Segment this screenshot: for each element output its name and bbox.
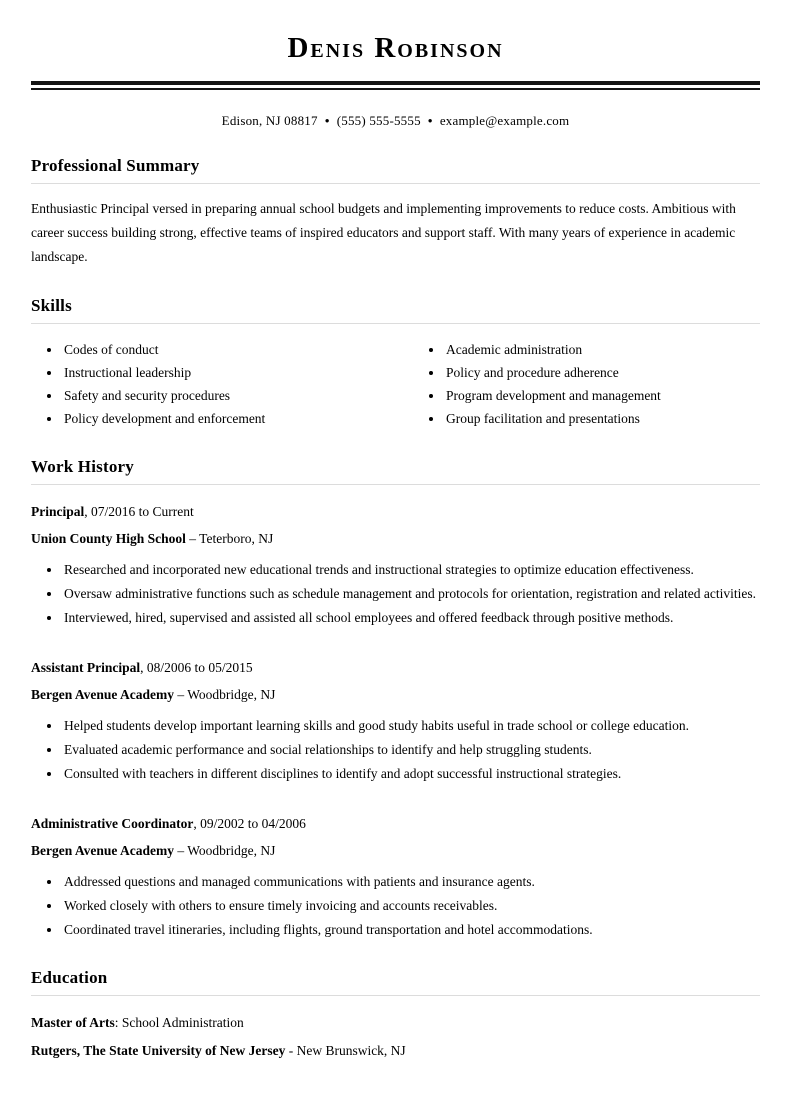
job-company: Bergen Avenue Academy	[31, 843, 174, 858]
job-dates: , 09/2002 to 04/2006	[193, 816, 306, 831]
job-bullet: • Oversaw administrative functions such as schedule management and protocols for orientation, registration and related activities.	[62, 583, 760, 605]
skill-item: • Program development and management	[444, 384, 760, 407]
job-dates: , 08/2006 to 05/2015	[140, 660, 253, 675]
job-title: Administrative Coordinator	[31, 816, 194, 831]
skill-item: • Academic administration	[444, 338, 760, 361]
job-title: Principal	[31, 504, 85, 519]
resume-header	[31, 32, 760, 129]
contact-phone: (555) 555-5555	[336, 113, 421, 128]
header-rule-thick	[31, 81, 760, 85]
skill-item: • Policy development and enforcement	[62, 407, 396, 430]
job-title-line	[31, 503, 760, 521]
bullet-separator-icon: ●	[427, 116, 433, 125]
section-heading-professional-summary: Professional Summary	[31, 156, 760, 184]
job-company: Union County High School	[31, 531, 186, 546]
job-location: – Teterboro, NJ	[185, 531, 274, 546]
skills-grid	[31, 338, 760, 430]
header-rule-thin	[31, 88, 760, 90]
job-company-line	[31, 842, 760, 860]
job-bullet-list	[31, 871, 760, 941]
job-location: – Woodbridge, NJ	[173, 843, 276, 858]
skills-column-left	[31, 338, 396, 430]
skill-item: • Safety and security procedures	[62, 384, 396, 407]
contact-email: example@example.com	[439, 113, 570, 128]
job-company-line	[31, 530, 760, 548]
job-bullet: • Consulted with teachers in different disciplines to identify and adopt successful instructional strategies.	[62, 763, 760, 785]
education-school-location: - New Brunswick, NJ	[285, 1043, 406, 1058]
section-heading-education: Education	[31, 968, 760, 996]
section-heading-work-history: Work History	[31, 457, 760, 485]
job-title-line	[31, 815, 760, 833]
job-company-line	[31, 686, 760, 704]
section-professional-summary	[31, 156, 760, 269]
job-title-line	[31, 659, 760, 677]
skills-column-right	[413, 338, 760, 430]
contact-location: Edison, NJ 08817	[221, 113, 318, 128]
skill-item: • Group facilitation and presentations	[444, 407, 760, 430]
job-bullet-list	[31, 559, 760, 629]
skill-item: • Instructional leadership	[62, 361, 396, 384]
contact-line	[31, 113, 760, 129]
job-bullet: • Researched and incorporated new educational trends and instructional strategies to optimize education effectiveness.	[62, 559, 760, 581]
skill-item: • Codes of conduct	[62, 338, 396, 361]
bullet-separator-icon: ●	[324, 116, 330, 125]
education-school-line	[31, 1042, 760, 1060]
job-location: – Woodbridge, NJ	[173, 687, 276, 702]
skill-item: • Policy and procedure adherence	[444, 361, 760, 384]
job-entry	[31, 815, 760, 941]
job-bullet: • Addressed questions and managed communications with patients and insurance agents.	[62, 871, 760, 893]
job-bullet: • Worked closely with others to ensure timely invoicing and accounts receivables.	[62, 895, 760, 917]
section-skills	[31, 296, 760, 430]
job-dates: , 07/2016 to Current	[84, 504, 194, 519]
job-bullet: • Coordinated travel itineraries, including flights, ground transportation and hotel accommodations.	[62, 919, 760, 941]
job-bullet-list	[31, 715, 760, 785]
job-bullet: • Interviewed, hired, supervised and assisted all school employees and offered feedback through positive methods.	[62, 607, 760, 629]
section-heading-skills: Skills	[31, 296, 760, 324]
education-entry	[31, 1014, 760, 1060]
section-work-history	[31, 457, 760, 941]
education-degree-line	[31, 1014, 760, 1032]
education-degree: Master of Arts	[31, 1015, 115, 1030]
job-bullet: • Evaluated academic performance and social relationships to identify and help struggling students.	[62, 739, 760, 761]
job-bullet: • Helped students develop important learning skills and good study habits useful in trade school or college education.	[62, 715, 760, 737]
education-degree-detail: : School Administration	[114, 1015, 244, 1030]
job-company: Bergen Avenue Academy	[31, 687, 174, 702]
candidate-name: Denis Robinson	[287, 32, 504, 64]
section-education	[31, 968, 760, 1060]
education-school: Rutgers, The State University of New Jersey	[31, 1043, 286, 1058]
job-entry	[31, 659, 760, 785]
summary-text: Enthusiastic Principal versed in preparing annual school budgets and implementing improvements to reduce costs. Ambitious with career success building strong, effective teams of inspired educators and support staff. With many years of experience in academic landscape.	[31, 201, 736, 264]
job-entry	[31, 503, 760, 629]
job-title: Assistant Principal	[31, 660, 141, 675]
